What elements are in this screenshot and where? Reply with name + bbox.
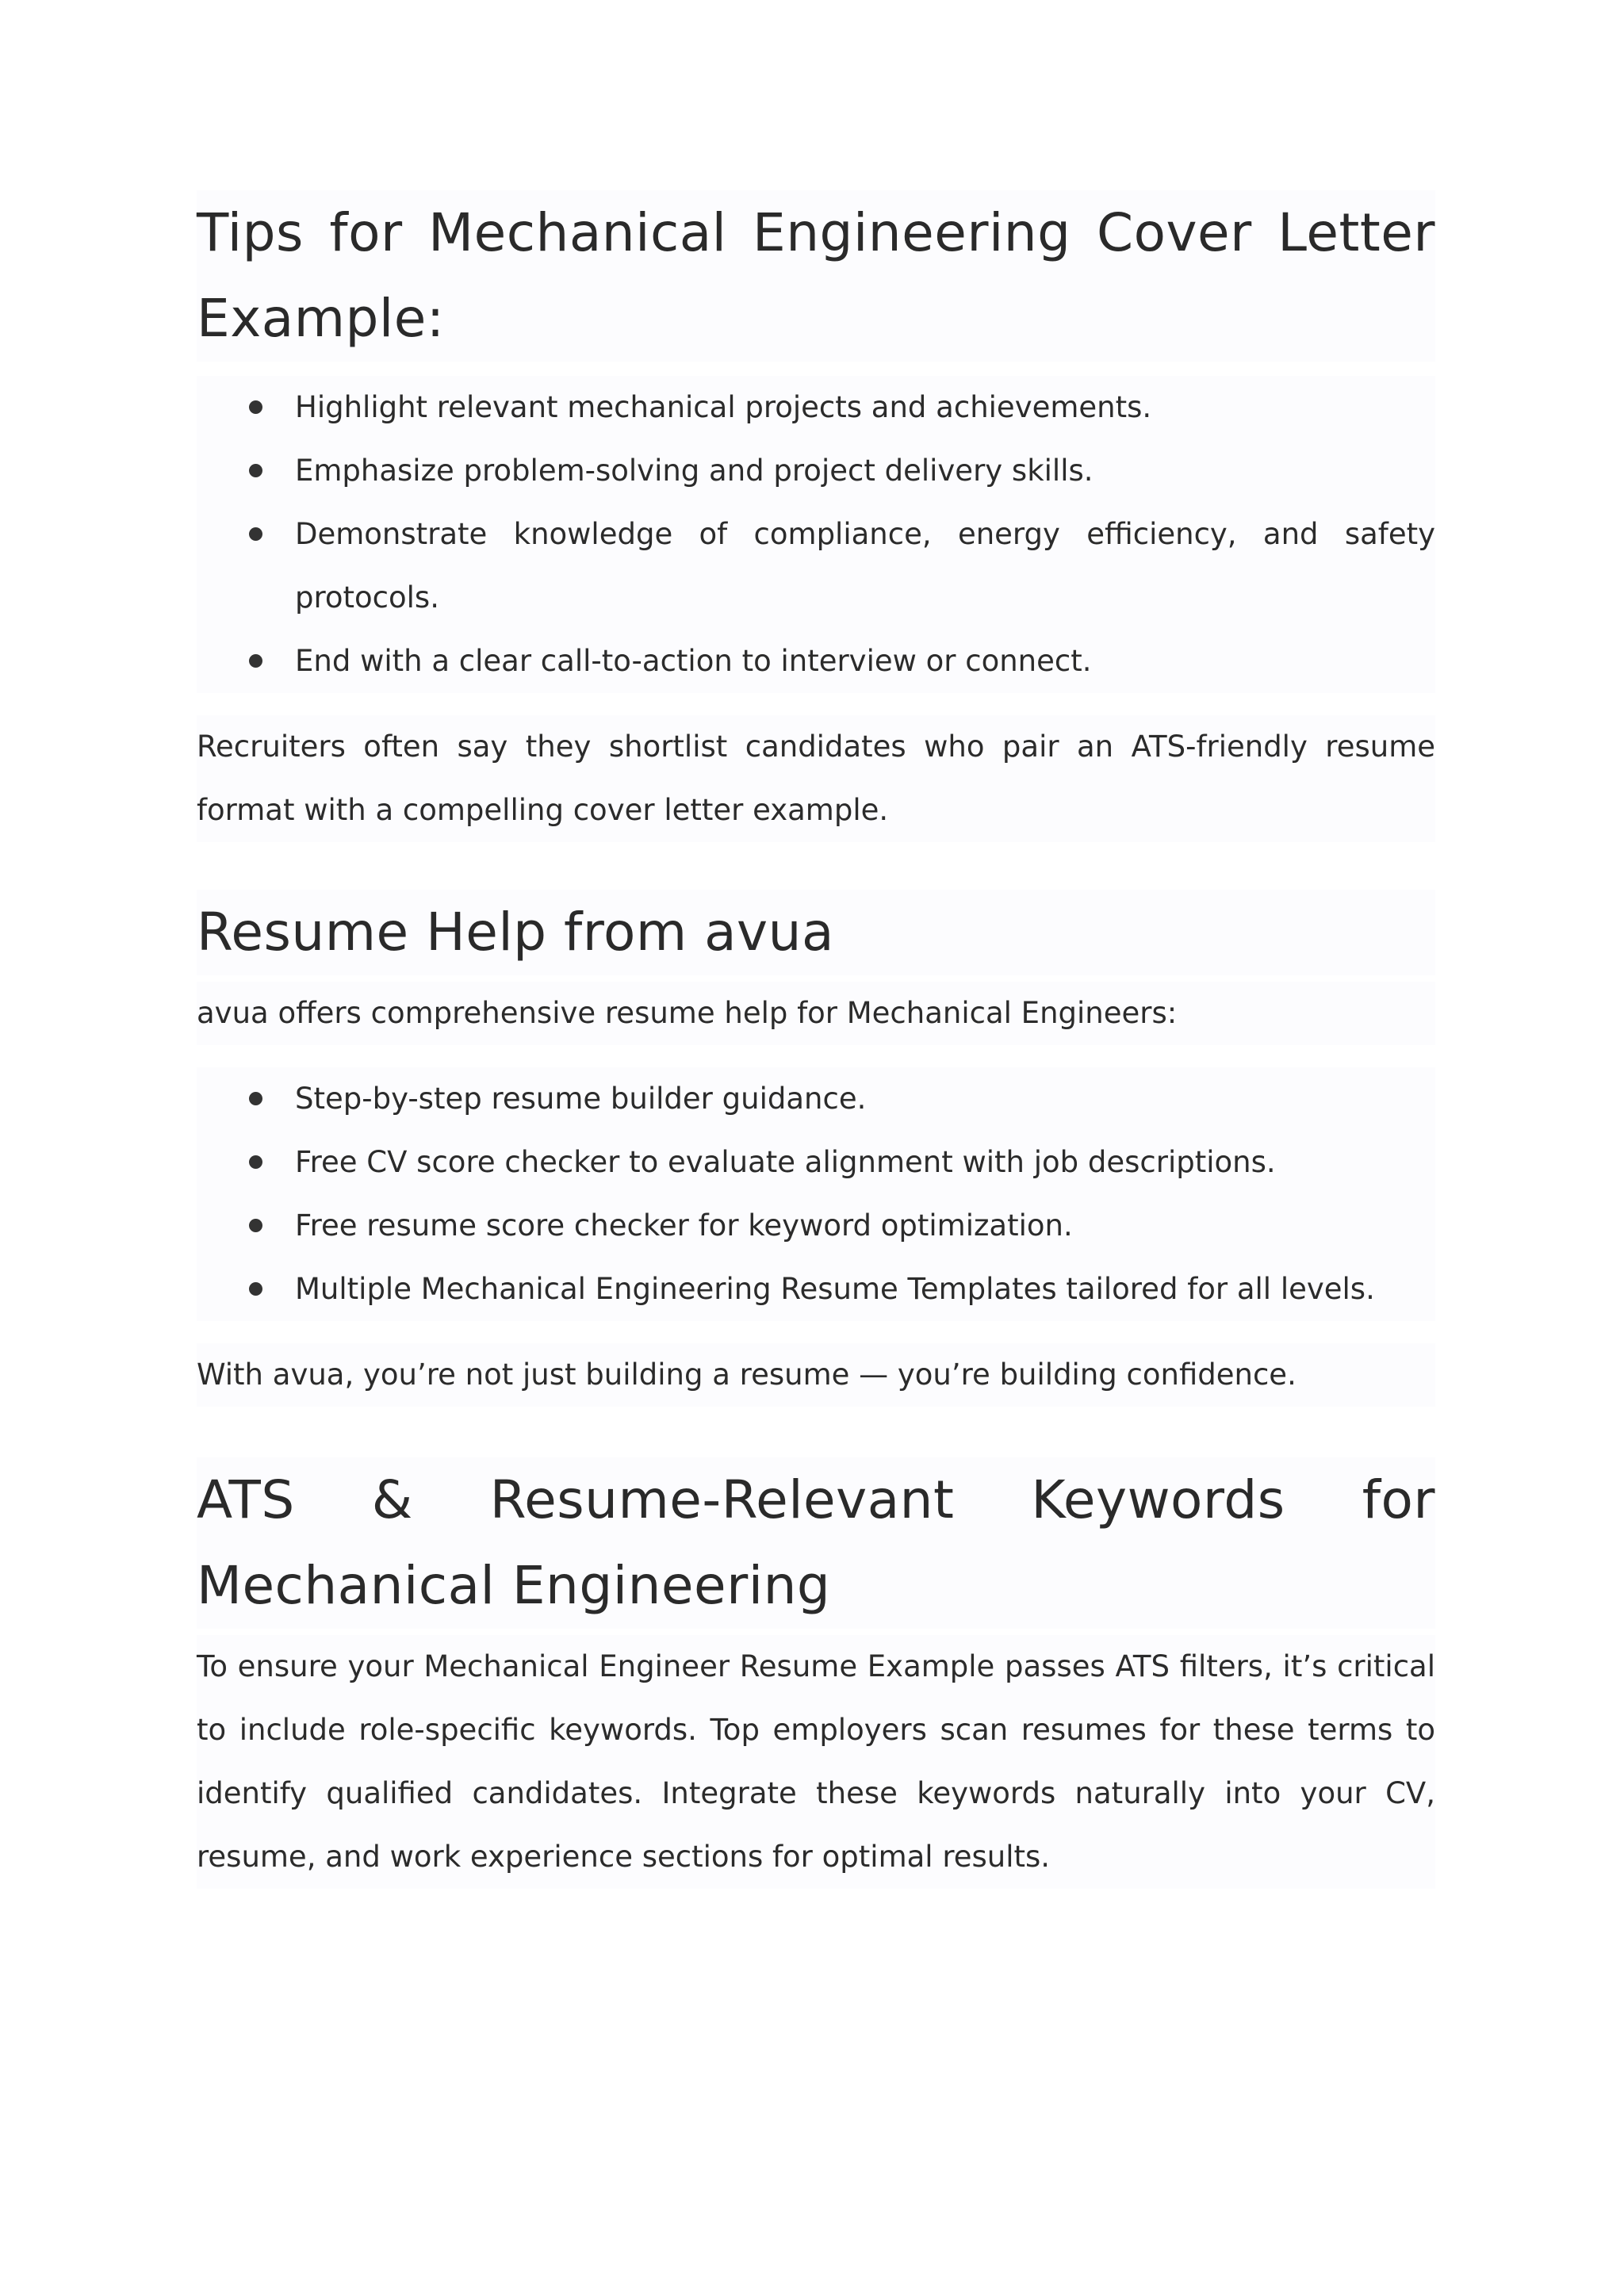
list-item (197, 1258, 1435, 1321)
ats-keywords-heading: ATS & Resume-Relevant Keywords for Mechanical Engineering (197, 1457, 1435, 1629)
list-item (197, 376, 1435, 439)
resume-help-heading: Resume Help from avua (197, 890, 1435, 975)
bullet-icon (249, 527, 262, 541)
list-item (197, 630, 1435, 693)
document-page (197, 190, 1435, 1889)
resume-help-intro: avua offers comprehensive resume help for Mechanical Engineers: (197, 982, 1435, 1045)
bullet-icon (249, 464, 262, 477)
list-item-text: Emphasize problem-solving and project delivery skills. (295, 454, 1094, 488)
recruiters-paragraph: Recruiters often say they shortlist candidates who pair an ATS-friendly resume format with a compelling cover letter example. (197, 715, 1435, 842)
tips-list (197, 376, 1435, 693)
list-item-text: End with a clear call-to-action to interview or connect. (295, 644, 1092, 678)
list-item-text: Demonstrate knowledge of compliance, energy efficiency, and safety protocols. (295, 517, 1435, 615)
bullet-icon (249, 1155, 262, 1169)
list-item (197, 1131, 1435, 1194)
list-item-text: Highlight relevant mechanical projects and achievements. (295, 390, 1152, 424)
resume-help-closing: With avua, you’re not just building a resume — you’re building confidence. (197, 1343, 1435, 1407)
bullet-icon (249, 654, 262, 668)
list-item-text: Free resume score checker for keyword optimization. (295, 1208, 1073, 1243)
list-item (197, 503, 1435, 630)
bullet-icon (249, 1219, 262, 1232)
tips-heading: Tips for Mechanical Engineering Cover Letter Example: (197, 190, 1435, 362)
list-item (197, 1194, 1435, 1258)
list-item (197, 1067, 1435, 1131)
list-item-text: Step-by-step resume builder guidance. (295, 1082, 867, 1116)
ats-keywords-paragraph: To ensure your Mechanical Engineer Resume Example passes ATS filters, it’s critical to include role-specific keywords. Top employers scan resumes for these terms to identify qualified candidates. Integrate these keywords naturally into your CV, resume, and work experience sections for optimal results. (197, 1635, 1435, 1889)
list-item-text: Free CV score checker to evaluate alignment with job descriptions. (295, 1145, 1276, 1179)
bullet-icon (249, 1282, 262, 1296)
list-item-text: Multiple Mechanical Engineering Resume Templates tailored for all levels. (295, 1272, 1375, 1306)
resume-help-list (197, 1067, 1435, 1321)
bullet-icon (249, 400, 262, 414)
bullet-icon (249, 1092, 262, 1105)
list-item (197, 439, 1435, 503)
